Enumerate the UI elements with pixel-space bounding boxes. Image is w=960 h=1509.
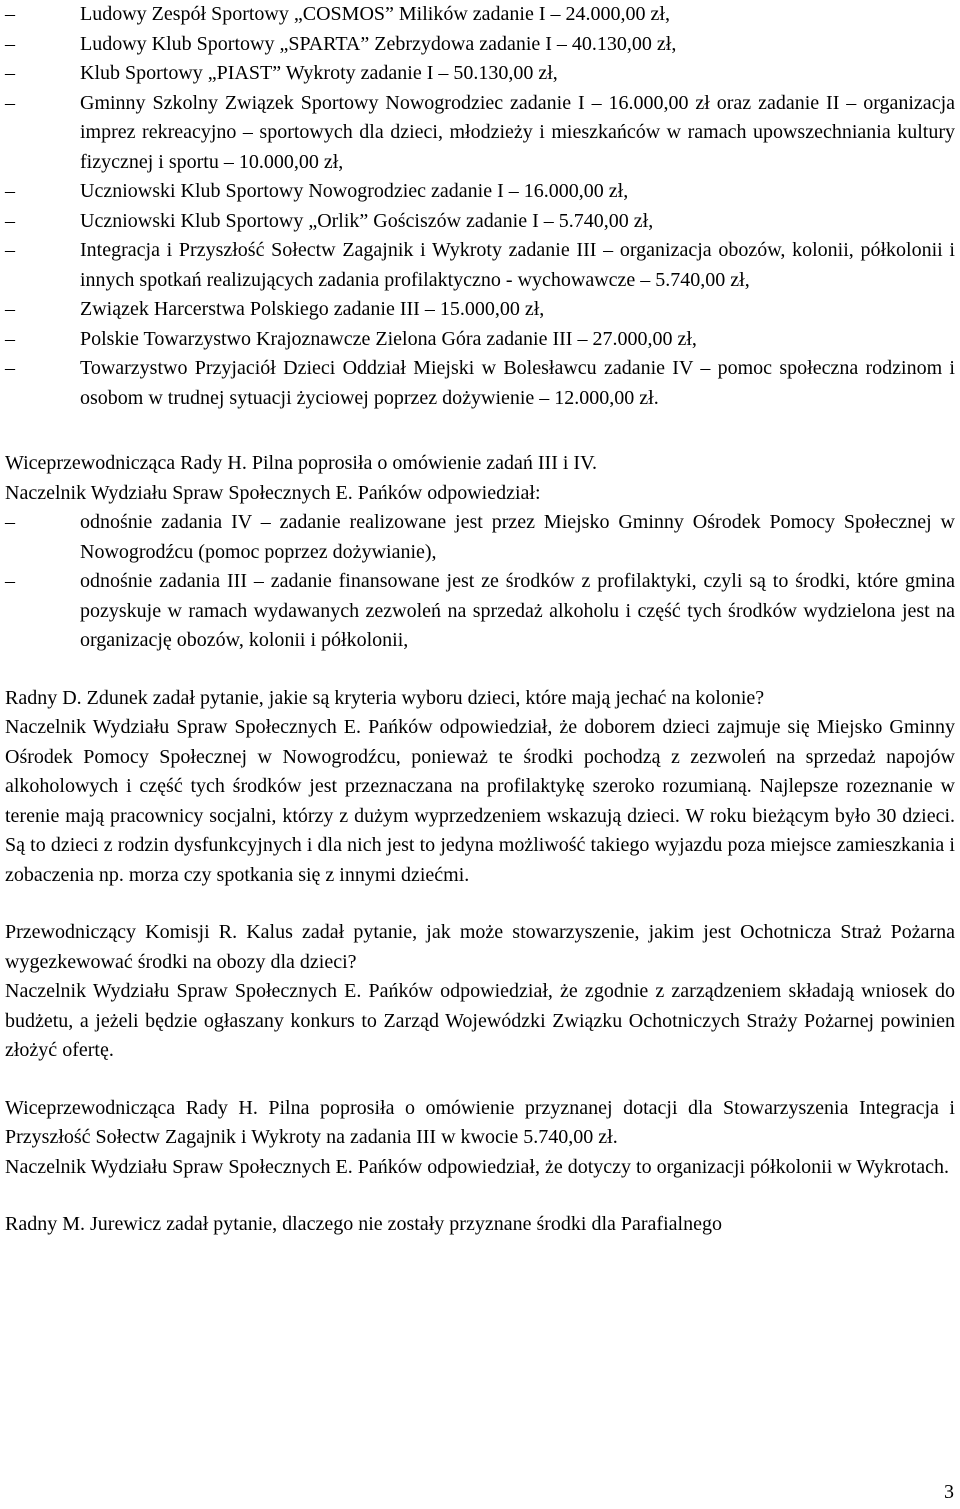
paragraph-pankow-answer: Naczelnik Wydziału Spraw Społecznych E. Pańków odpowiedział, że dotyczy to organizacji półkolonii w Wykrotach.: [5, 1155, 949, 1178]
dash-bullet: –: [5, 570, 15, 592]
list-item-text: Związek Harcerstwa Polskiego zadanie III – 15.000,00 zł,: [80, 298, 545, 320]
list-item: [5, 354, 955, 413]
dash-bullet: –: [5, 511, 15, 533]
paragraph-pankow-answer: Naczelnik Wydziału Spraw Społecznych E. Pańków odpowiedział, że doborem dzieci zajmuje się Miejsko Gminny Ośrodek Pomocy Społecznej w Nowogrodźcu, ponieważ te środki pochodzą z zezwoleń na sprzedaż napojów alkoholowych i część tych środków jest przeznaczana na profilaktykę szeroko rozumianą. Najlepsze rozeznanie w terenie mają pracownicy socjalni, którzy z dużym wyprzedzeniem wskazują dzieci. W roku bieżącym było 30 dzieci. Są to dzieci z rodzin dysfunkcyjnych i dla nich jest to jedyna możliwość takiego wyjazdu poza miejsce zamieszkania i zobaczenia np. morza czy spotkania się z innymi dziećmi.: [5, 716, 955, 886]
answer-list: [5, 508, 955, 656]
dash-bullet: –: [5, 209, 15, 232]
list-item-text: Gminny Szkolny Związek Sportowy Nowogrodziec zadanie I – 16.000,00 zł oraz zadanie II – organizacja imprez rekreacyjno – sportowych dla dzieci, młodzieży i mieszkańców w ramach upowszechniania kultury fizycznej i sportu – 10.000,00 zł,: [80, 91, 955, 173]
spacer: [5, 413, 955, 449]
list-item: [5, 508, 955, 567]
paragraph-pilna-question: Wiceprzewodnicząca Rady H. Pilna poprosiła o omówienie zadań III i IV.: [5, 452, 597, 474]
paragraph-pankow-answer: Naczelnik Wydziału Spraw Społecznych E. Pańków odpowiedział:: [5, 481, 541, 504]
list-item: [5, 30, 955, 60]
paragraph-pankow-answer: Naczelnik Wydziału Spraw Społecznych E. Pańków odpowiedział, że zgodnie z zarządzeniem składają wniosek do budżetu, a jeżeli będzie ogłaszany konkurs to Zarząd Wojewódzki Związku Ochotniczych Straży Pożarnej powinien złożyć ofertę.: [5, 980, 955, 1061]
list-item: [5, 295, 955, 325]
list-item: [5, 567, 955, 656]
spacer: [5, 890, 955, 918]
dash-bullet: –: [5, 62, 15, 84]
paragraph-kalus-question: Przewodniczący Komisji R. Kalus zadał pytanie, jak może stowarzyszenie, jakim jest Ochotnicza Straż Pożarna wygezkewować środki na obozy dla dzieci?: [5, 921, 955, 973]
spacer: [5, 1066, 955, 1094]
list-item: [5, 59, 955, 89]
list-item-text: Uczniowski Klub Sportowy „Orlik” Gościszów zadanie I – 5.740,00 zł,: [80, 209, 654, 232]
paragraph-jurewicz-question: Radny M. Jurewicz zadał pytanie, dlaczego nie zostały przyznane środki dla Parafialnego: [5, 1213, 722, 1235]
document-page: [5, 0, 955, 1240]
dash-bullet: –: [5, 239, 15, 261]
list-item-text: Uczniowski Klub Sportowy Nowogrodziec zadanie I – 16.000,00 zł,: [80, 180, 629, 202]
list-item: [5, 0, 955, 30]
dash-bullet: –: [5, 327, 15, 350]
dash-bullet: –: [5, 298, 15, 320]
dash-bullet: –: [5, 180, 15, 202]
list-item: [5, 177, 955, 207]
dash-bullet: –: [5, 357, 15, 379]
spacer: [5, 1182, 955, 1210]
list-item: [5, 207, 955, 237]
paragraph-pilna-question: Wiceprzewodnicząca Rady H. Pilna poprosiła o omówienie przyznanej dotacji dla Stowarzyszenia Integracja i Przyszłość Sołectw Zagajnik i Wykroty na zadania III w kwocie 5.740,00 zł.: [5, 1096, 955, 1148]
list-item-text: Towarzystwo Przyjaciół Dzieci Oddział Miejski w Bolesławcu zadanie IV – pomoc społeczna rodzinom i osobom w trudnej sytuacji życiowej poprzez dożywienie – 12.000,00 zł.: [80, 357, 955, 409]
list-item-text: Integracja i Przyszłość Sołectw Zagajnik i Wykroty zadanie III – organizacja obozów, kolonii, półkolonii i innych spotkań realizujących zadania profilaktyczno - wychowawcze – 5.740,00 zł,: [80, 239, 955, 291]
list-item-text: odnośnie zadania III – zadanie finansowane jest ze środków z profilaktyki, czyli są to środki, które gmina pozyskuje w ramach wydawanych zezwoleń na sprzedaż alkoholu i część tych środków wydzielona jest na organizację obozów, kolonii i półkolonii,: [80, 570, 955, 651]
page-number: 3: [944, 1480, 954, 1503]
list-item-text: odnośnie zadania IV – zadanie realizowane jest przez Miejsko Gminny Ośrodek Pomocy Społecznej w Nowogrodźcu (pomoc poprzez dożywianie),: [80, 511, 955, 563]
list-item-text: Polskie Towarzystwo Krajoznawcze Zielona Góra zadanie III – 27.000,00 zł,: [80, 327, 697, 350]
dash-bullet: –: [5, 91, 15, 114]
spacer: [5, 656, 955, 684]
list-item-text: Ludowy Zespół Sportowy „COSMOS” Milików zadanie I – 24.000,00 zł,: [80, 3, 670, 25]
list-item-text: Klub Sportowy „PIAST” Wykroty zadanie I – 50.130,00 zł,: [80, 62, 558, 84]
grant-list: [5, 0, 955, 413]
list-item: [5, 236, 955, 295]
list-item: [5, 89, 955, 178]
paragraph-zdunek-question: Radny D. Zdunek zadał pytanie, jakie są kryteria wyboru dzieci, które mają jechać na kolonie?: [5, 686, 765, 709]
dash-bullet: –: [5, 3, 15, 25]
list-item: [5, 325, 955, 355]
dash-bullet: –: [5, 32, 15, 55]
list-item-text: Ludowy Klub Sportowy „SPARTA” Zebrzydowa zadanie I – 40.130,00 zł,: [80, 32, 677, 55]
